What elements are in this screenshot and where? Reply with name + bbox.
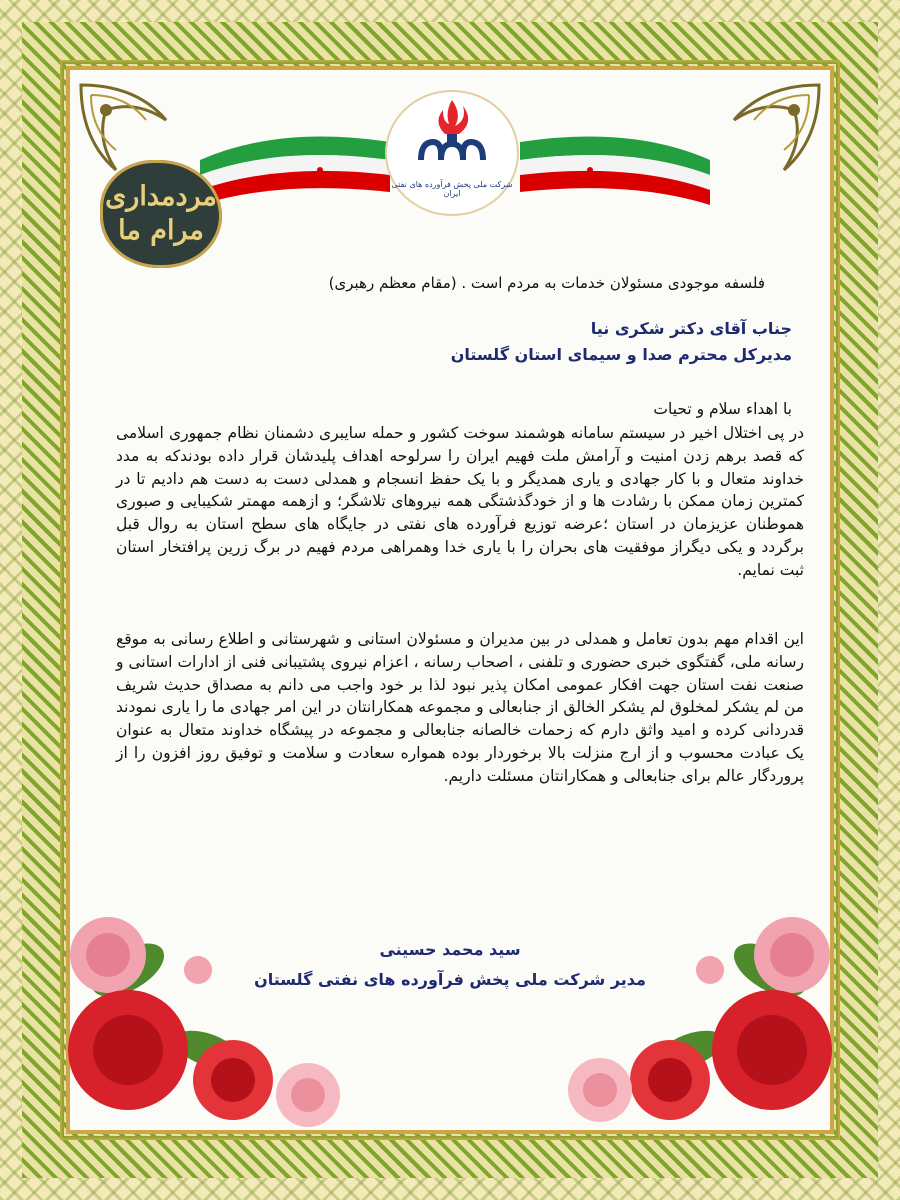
- slogan-badge: [100, 160, 222, 268]
- badge-line-2: مرام ما: [118, 215, 204, 246]
- logo-caption: شرکت ملی پخش فرآورده های نفتی ایران: [391, 180, 513, 198]
- corner-ornament-icon: [724, 80, 824, 180]
- flame-logo-icon: [407, 92, 497, 172]
- addressee-name: جناب آقای دکتر شکری نیا: [590, 319, 792, 338]
- leader-quote: فلسفه موجودی مسئولان خدمات به مردم است . (مقام معظم رهبری): [328, 274, 765, 292]
- addressee-position: مدیرکل محترم صدا و سیمای استان گلستان: [450, 345, 792, 364]
- roses-left-decoration: [68, 880, 368, 1130]
- body-paragraph-1: در پی اختلال اخیر در سیستم سامانه هوشمند سوخت کشور و حمله سایبری دشمنان نظام جمهوری اسلامی که قصد برهم زدن امنیت و آرامش ملت فهیم ایران را سرلوحه اهداف پلیدشان قرار داده بودندکه به مدد خداوند متعال و با کار جهادی و یاری همدیگر و با یک حفظ انسجام و همدلی دست به دست هم دادیم تا در کمترین زمان ممکن با رشادت ها و از خودگذشتگی همه نیروهای تلاشگر؛ و ازهمه مهمتر شکیبایی و صبوری هموطنان عزیزمان در استان ؛عرضه توزیع فرآورده های نفتی در جایگاه های سطح استان به روال قبل برگردد و یکی دیگراز موفقیت های بحران را با یاری خدا وهمراهی مردم فهیم در برگ زرین پرافتخار استان ثبت نمایم.: [116, 424, 804, 579]
- greeting: با اهداء سلام و تحیات: [653, 400, 792, 418]
- roses-right-decoration: [560, 880, 832, 1130]
- signature-name: سید محمد حسینی: [379, 940, 521, 959]
- company-logo: [385, 90, 519, 216]
- signature-title: مدیر شرکت ملی پخش فرآورده های نفتی گلستان: [254, 970, 646, 989]
- body-paragraph-2: این اقدام مهم بدون تعامل و همدلی در بین مدیران و مسئولان استانی و شهرستانی و اطلاع رسانی به موقع رسانه ملی، گفتگوی خبری حضوری و تلفنی ، اصحاب رسانه ، اعزام نیروی پشتیبانی فنی از ادارات استانی و صنعت نفت استان جهت افکار عمومی امکان پذیر نبود لذا بر خود واجب می دانم به مصداق حدیث شریف من لم یشکر لمخلوق لم یشکر الخالق از جنابعالی و مجموعه همکارانتان در این امر جهادی ما را یاری نمودند قدردانی کرده و امید واثق دارم که زحمات خالصانه جنابعالی و مجموعه در پیشگاه خداوند متعال به عنوان یک عبادت محسوب و از ارج منزلت بالا برخوردار بوده همواره سعادت و سلامت و توفیق روز افزون را از پروردگار عالم برای جنابعالی و همکارانتان مسئلت داریم.: [116, 630, 804, 785]
- badge-line-1: مردمداری: [105, 181, 217, 212]
- addressee-block: [451, 316, 792, 368]
